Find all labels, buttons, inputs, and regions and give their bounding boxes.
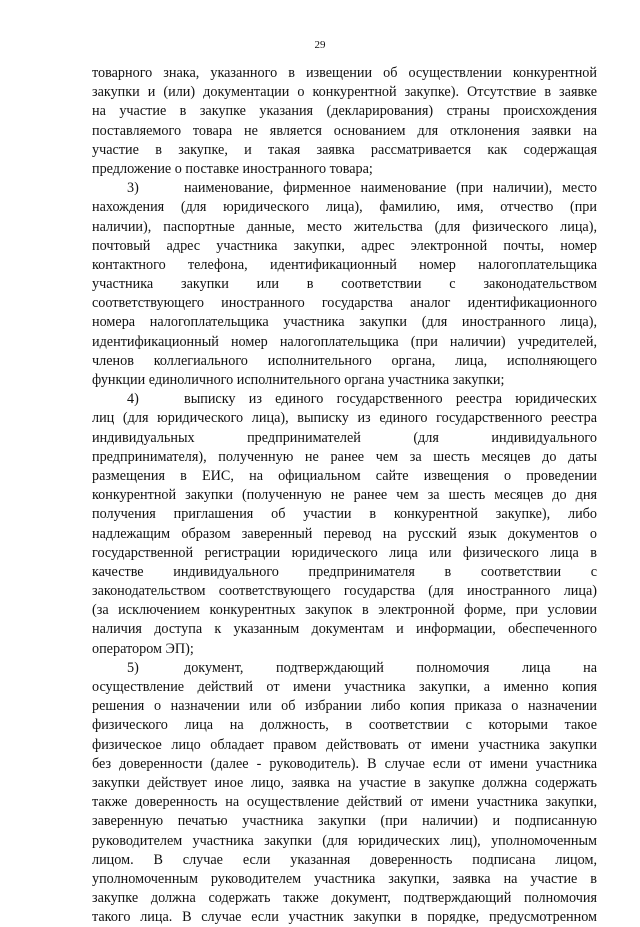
line-text: предложение о поставке иностранного товара; xyxy=(92,160,373,177)
text-line xyxy=(92,851,597,870)
line-text: также доверенность на осуществление действий от имени участника закупки, xyxy=(92,794,597,811)
text-line xyxy=(92,352,597,371)
text-line xyxy=(92,141,597,160)
line-text: выписку из единого государственного реестра юридических xyxy=(184,391,597,408)
text-line xyxy=(92,544,597,563)
text-line xyxy=(92,889,597,908)
line-text: государственной регистрации юридического лица или физического лица в xyxy=(92,544,597,561)
text-line xyxy=(92,256,597,275)
line-text: физического лица на должность, в соответствии с которыми такое xyxy=(92,717,597,734)
line-text: наличия доступа к указанным документам и информации, обеспеченного xyxy=(92,621,597,638)
text-line xyxy=(92,563,597,582)
text-line xyxy=(92,736,597,755)
text-line xyxy=(92,313,597,332)
line-text: надлежащим образом заверенный перевод на русский язык документов о xyxy=(92,525,597,542)
line-text: на участие в закупке указания (декларирования) страны происхождения xyxy=(92,103,597,120)
line-text: (за исключением конкурентных закупок в электронной форме, при условии xyxy=(92,602,597,619)
text-line xyxy=(92,448,597,467)
line-text: идентификационный номер налогоплательщика (при наличии) учредителей, xyxy=(92,333,597,350)
line-text: получения приглашения об участии в конкурентной закупке), либо xyxy=(92,506,597,523)
line-text: товарного знака, указанного в извещении об осуществлении конкурентной xyxy=(92,65,597,81)
line-text: документ, подтверждающий полномочия лица на xyxy=(184,659,597,676)
line-text: номера налогоплательщика участника закупки (для иностранного лица), xyxy=(92,314,597,331)
text-line xyxy=(92,620,597,639)
line-text: лиц (для юридического лица), выписку из единого государственного реестра xyxy=(92,410,597,427)
line-text: осуществление действий от имени участника закупки, а именно копия xyxy=(92,679,597,695)
line-text: такого лица. В случае если участник закупки в порядке, предусмотренном xyxy=(92,909,597,926)
text-line xyxy=(92,793,597,812)
line-text: соответствующего иностранного государства аналог идентификационного xyxy=(92,295,597,312)
line-text: контактного телефона, идентификационный номер налогоплательщика xyxy=(92,256,597,273)
text-line xyxy=(92,83,597,102)
list-item-number: 5) xyxy=(127,659,139,676)
text-line xyxy=(92,812,597,831)
text-line xyxy=(92,390,597,409)
line-text: закупке должна содержать также документ, подтверждающий полномочия xyxy=(92,890,597,907)
text-line xyxy=(92,582,597,601)
line-text: членов коллегиального исполнительного органа, лица, исполняющего xyxy=(92,352,597,369)
line-text: лицом. В случае если указанная доверенность подписана лицом, xyxy=(92,851,597,868)
line-text: без доверенности (далее - руководитель). В случае если от имени участника xyxy=(92,755,597,772)
text-line xyxy=(92,237,597,256)
text-line xyxy=(92,371,597,390)
line-text: физическое лицо обладает правом действовать от имени участника закупки xyxy=(92,736,597,753)
text-line xyxy=(92,697,597,716)
text-line xyxy=(92,640,597,659)
line-text: предпринимателя), полученную не ранее чем за шесть месяцев до даты xyxy=(92,448,597,465)
line-text: уполномоченным руководителем участника закупки, заявка на участие в xyxy=(92,870,597,887)
line-text: наличии), паспортные данные, место жительства (для физического лица), xyxy=(92,218,597,235)
text-line xyxy=(92,275,597,294)
page-number: 29 xyxy=(314,39,326,51)
line-text: законодательством соответствующего государства (для иностранного лица) xyxy=(92,583,597,600)
text-line xyxy=(92,716,597,735)
text-line xyxy=(92,122,597,141)
line-text: качестве индивидуального предпринимателя в соответствии с xyxy=(92,563,597,580)
line-text: наименование, фирменное наименование (при наличии), место xyxy=(184,180,597,197)
text-line xyxy=(92,64,597,83)
text-line xyxy=(92,429,597,448)
text-line xyxy=(92,409,597,428)
line-text: участие в закупке, и такая заявка рассматривается как содержащая xyxy=(92,141,597,158)
text-line xyxy=(92,525,597,544)
text-line xyxy=(92,179,597,198)
document-body xyxy=(92,64,597,927)
line-text: размещения в ЕИС, на официальном сайте извещения о проведении xyxy=(92,467,597,484)
line-text: руководителем участника закупки (для юридических лиц), уполномоченным xyxy=(92,832,597,849)
line-text: закупки и (или) документации о конкурентной закупке). Отсутствие в заявке xyxy=(92,84,597,101)
text-line xyxy=(92,601,597,620)
line-text: нахождения (для юридического лица), фамилию, имя, отчество (при xyxy=(92,199,597,216)
line-text: заверенную печатью участника закупки (при наличии) и подписанную xyxy=(92,813,597,830)
text-line xyxy=(92,832,597,851)
line-text: участника закупки или в соответствии с законодательством xyxy=(92,276,597,293)
text-line xyxy=(92,467,597,486)
text-line xyxy=(92,294,597,313)
text-line xyxy=(92,218,597,237)
text-line xyxy=(92,659,597,678)
list-item-number: 4) xyxy=(127,391,139,408)
text-line xyxy=(92,755,597,774)
text-line xyxy=(92,102,597,121)
list-item-number: 3) xyxy=(127,180,139,197)
text-line xyxy=(92,505,597,524)
line-text: конкурентной закупки (полученную не ранее чем за шесть месяцев до дня xyxy=(92,487,597,504)
text-line xyxy=(92,774,597,793)
line-text: закупки действует иное лицо, заявка на участие в закупке должна содержать xyxy=(92,774,597,791)
text-line xyxy=(92,160,597,179)
line-text: оператором ЭП); xyxy=(92,640,194,657)
line-text: функции единоличного исполнительного органа участника закупки; xyxy=(92,372,505,388)
text-line xyxy=(92,678,597,697)
text-line xyxy=(92,908,597,927)
text-line xyxy=(92,486,597,505)
text-line xyxy=(92,333,597,352)
line-text: решения о назначении или об избрании либо копия приказа о назначении xyxy=(92,698,597,715)
line-text: почтовый адрес участника закупки, адрес электронной почты, номер xyxy=(92,237,597,254)
line-text: поставляемого товара не является основанием для отклонения заявки на xyxy=(92,122,597,139)
text-line xyxy=(92,198,597,217)
line-text: индивидуальных предпринимателей (для индивидуального xyxy=(92,429,597,446)
text-line xyxy=(92,870,597,889)
